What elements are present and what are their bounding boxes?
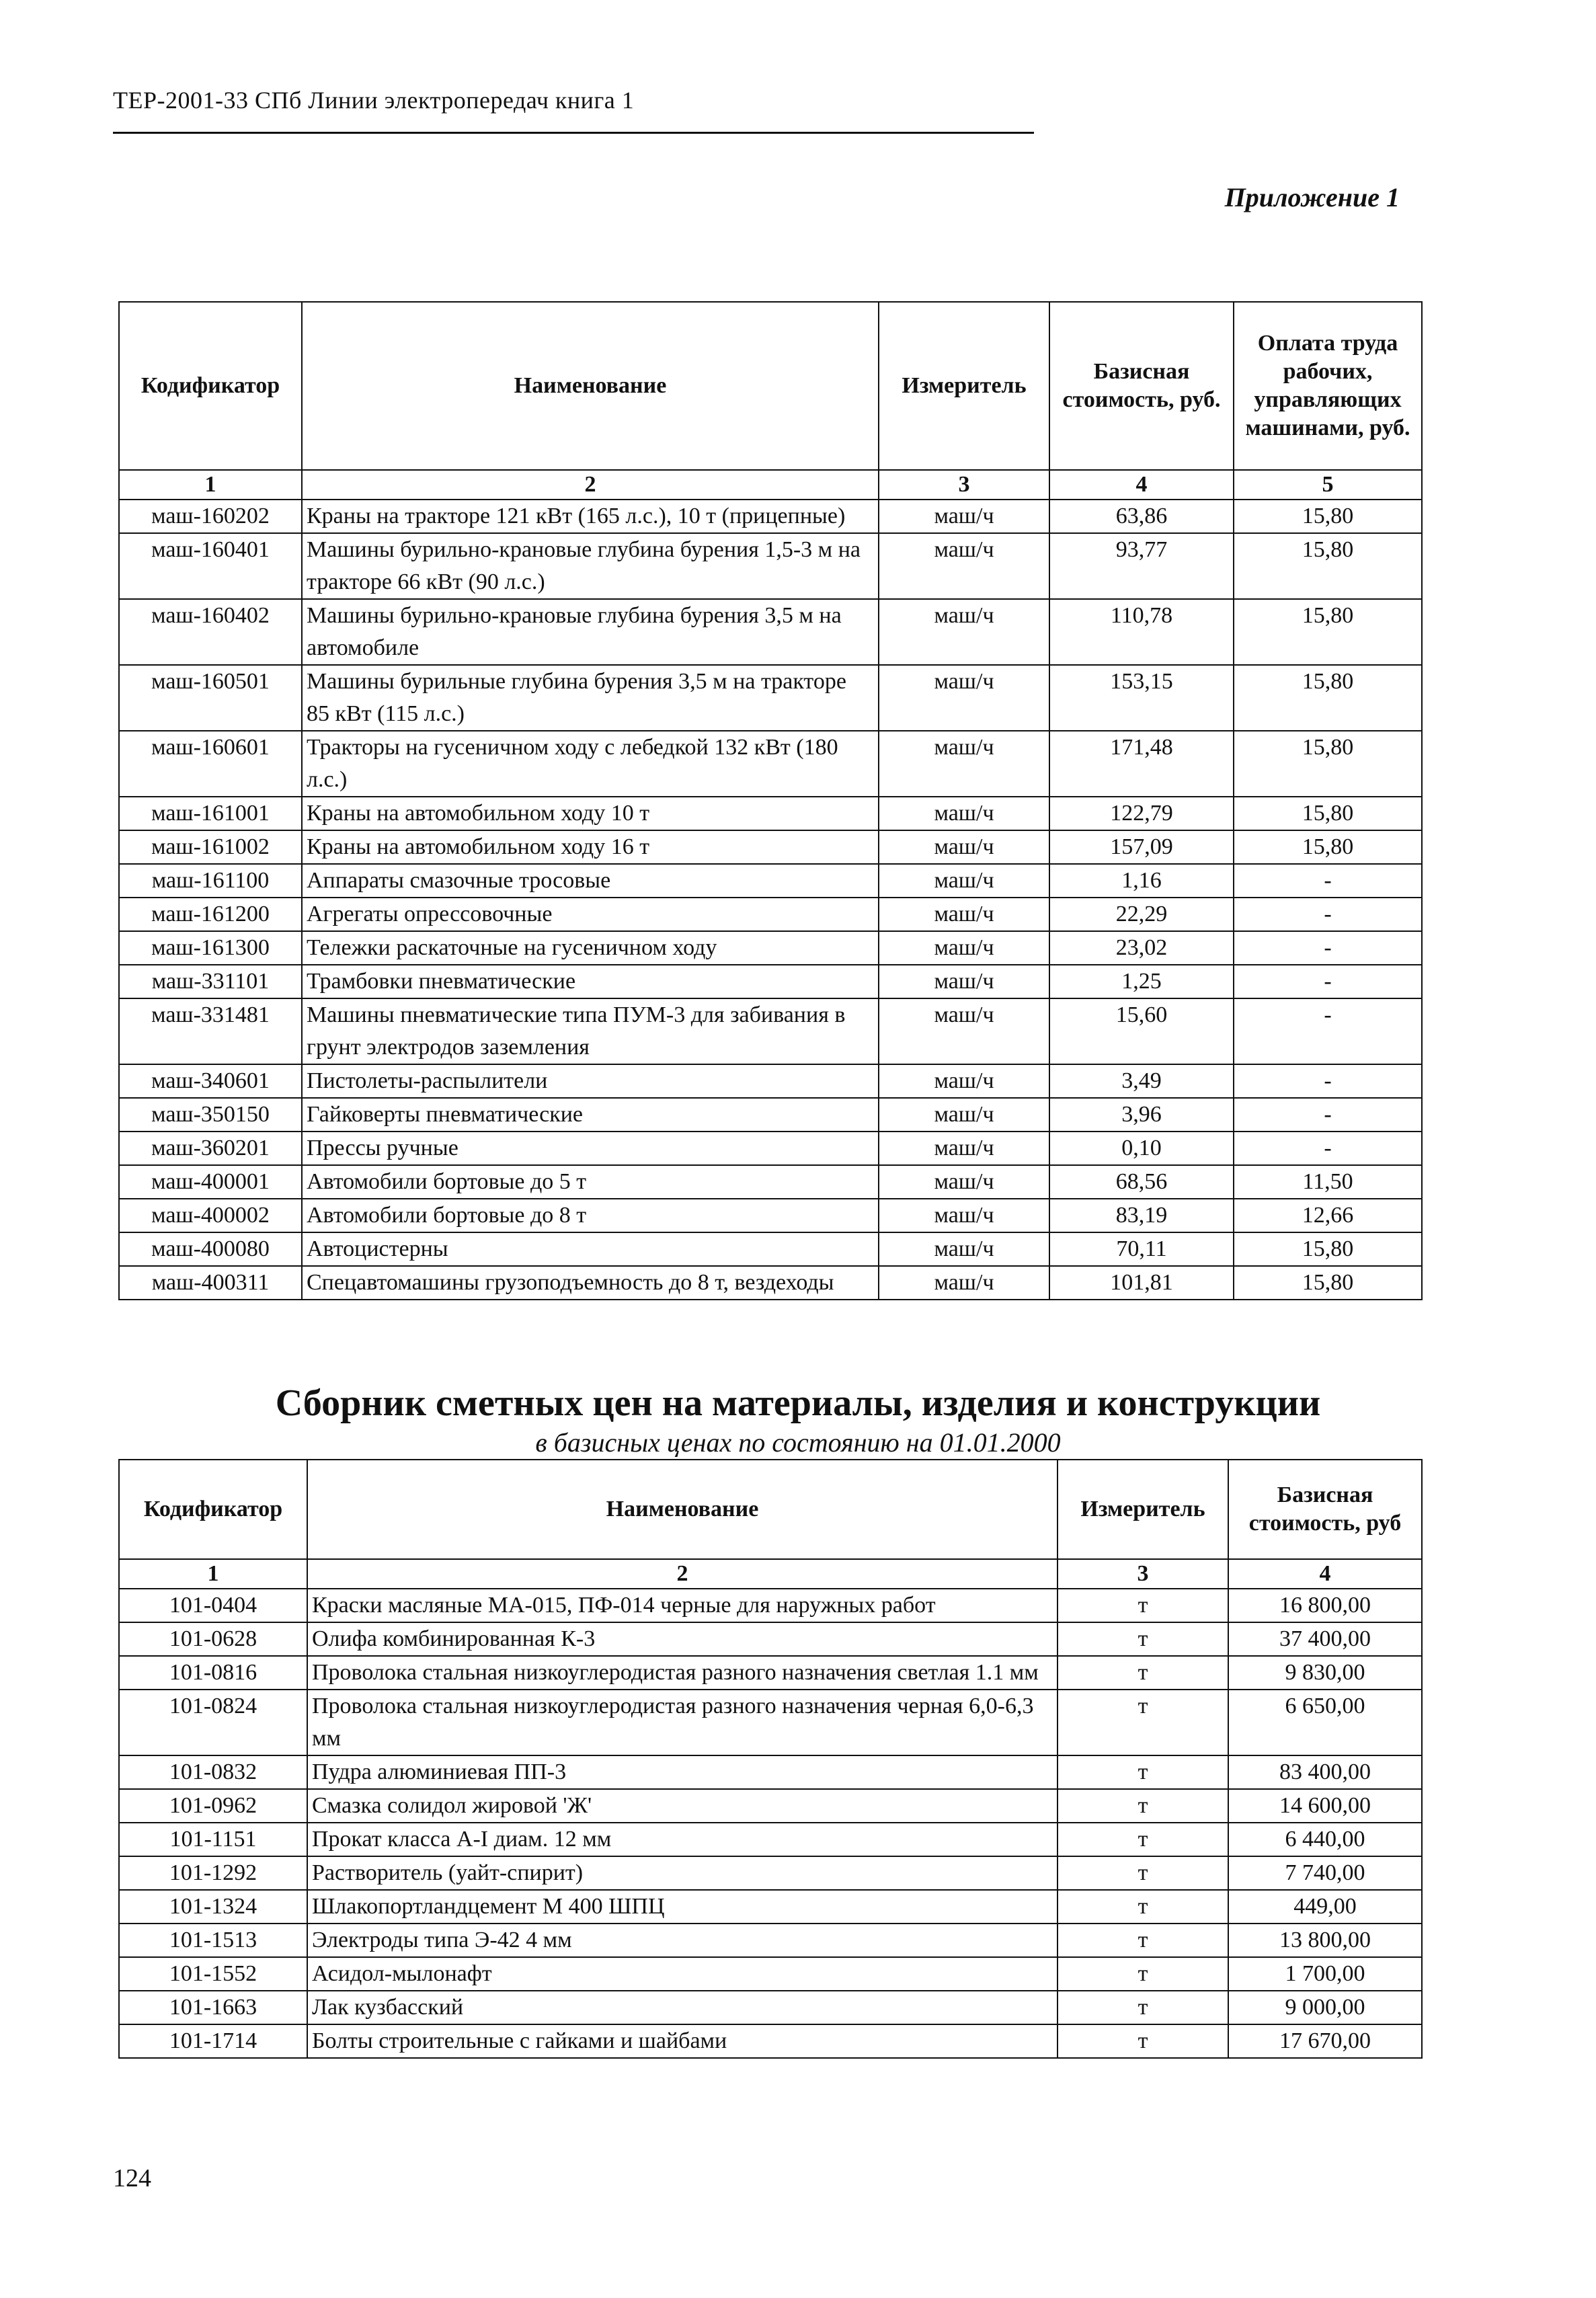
code-cell: маш-161200	[119, 898, 302, 931]
unit-cell: маш/ч	[879, 599, 1049, 665]
table-row	[119, 533, 1422, 599]
code-cell: маш-400002	[119, 1199, 302, 1232]
code-cell: 101-0962	[119, 1789, 307, 1823]
unit-cell: маш/ч	[879, 898, 1049, 931]
table-row	[119, 830, 1422, 864]
name-cell: Электроды типа Э-42 4 мм	[307, 1924, 1058, 1957]
name-cell: Тележки раскаточные на гусеничном ходу	[302, 931, 879, 965]
unit-cell: маш/ч	[879, 1098, 1049, 1132]
table-row	[119, 1755, 1422, 1789]
unit-cell: т	[1058, 1856, 1228, 1890]
cost-cell: 6 440,00	[1228, 1823, 1422, 1856]
wage-cell: 15,80	[1234, 533, 1422, 599]
cost-cell: 22,29	[1049, 898, 1234, 931]
column-header: Измеритель	[879, 302, 1049, 470]
cost-cell: 1 700,00	[1228, 1957, 1422, 1991]
column-number: 5	[1234, 470, 1422, 500]
column-header: Кодификатор	[119, 302, 302, 470]
table-row	[119, 500, 1422, 533]
column-number: 2	[307, 1559, 1058, 1589]
name-cell: Шлакопортландцемент М 400 ШПЦ	[307, 1890, 1058, 1924]
cost-cell: 1,16	[1049, 864, 1234, 898]
wage-cell: 15,80	[1234, 797, 1422, 830]
code-cell: 101-0404	[119, 1589, 307, 1622]
table-row	[119, 1098, 1422, 1132]
code-cell: 101-0832	[119, 1755, 307, 1789]
code-cell: 101-1714	[119, 2024, 307, 2058]
name-cell: Олифа комбинированная К-3	[307, 1622, 1058, 1656]
unit-cell: маш/ч	[879, 1064, 1049, 1098]
cost-cell: 1,25	[1049, 965, 1234, 998]
cost-cell: 3,96	[1049, 1098, 1234, 1132]
unit-cell: маш/ч	[879, 500, 1049, 533]
wage-cell: 15,80	[1234, 830, 1422, 864]
cost-cell: 83 400,00	[1228, 1755, 1422, 1789]
code-cell: 101-0628	[119, 1622, 307, 1656]
unit-cell: маш/ч	[879, 864, 1049, 898]
unit-cell: маш/ч	[879, 665, 1049, 731]
column-number: 1	[119, 1559, 307, 1589]
table-row	[119, 1856, 1422, 1890]
code-cell: маш-160501	[119, 665, 302, 731]
table-row	[119, 998, 1422, 1064]
cost-cell: 3,49	[1049, 1064, 1234, 1098]
name-cell: Прокат класса А-I диам. 12 мм	[307, 1823, 1058, 1856]
column-header: Наименование	[307, 1460, 1058, 1559]
column-header: Кодификатор	[119, 1460, 307, 1559]
machines-table-body	[119, 500, 1422, 1300]
code-cell: маш-400311	[119, 1266, 302, 1300]
table-row	[119, 965, 1422, 998]
table-row	[119, 665, 1422, 731]
unit-cell: т	[1058, 1755, 1228, 1789]
code-cell: маш-400001	[119, 1165, 302, 1199]
cost-cell: 0,10	[1049, 1132, 1234, 1165]
unit-cell: маш/ч	[879, 1199, 1049, 1232]
table-row	[119, 1656, 1422, 1690]
name-cell: Тракторы на гусеничном ходу с лебедкой 132 кВт (180 л.с.)	[302, 731, 879, 797]
code-cell: маш-161100	[119, 864, 302, 898]
table-row	[119, 898, 1422, 931]
table-row	[119, 731, 1422, 797]
wage-cell: 12,66	[1234, 1199, 1422, 1232]
cost-cell: 16 800,00	[1228, 1589, 1422, 1622]
table-row	[119, 1589, 1422, 1622]
page-number: 124	[113, 2164, 151, 2192]
column-header: Наименование	[302, 302, 879, 470]
column-header: Базисная стоимость, руб.	[1049, 302, 1234, 470]
code-cell: 101-0816	[119, 1656, 307, 1690]
unit-cell: т	[1058, 1789, 1228, 1823]
column-number: 3	[1058, 1559, 1228, 1589]
unit-cell: маш/ч	[879, 1266, 1049, 1300]
wage-cell: -	[1234, 864, 1422, 898]
wage-cell: 15,80	[1234, 500, 1422, 533]
name-cell: Гайковерты пневматические	[302, 1098, 879, 1132]
wage-cell: 15,80	[1234, 1232, 1422, 1266]
name-cell: Прессы ручные	[302, 1132, 879, 1165]
code-cell: 101-1552	[119, 1957, 307, 1991]
wage-cell: -	[1234, 998, 1422, 1064]
name-cell: Лак кузбасский	[307, 1991, 1058, 2024]
unit-cell: т	[1058, 1924, 1228, 1957]
name-cell: Машины пневматические типа ПУМ-3 для забивания в грунт электродов заземления	[302, 998, 879, 1064]
code-cell: 101-1292	[119, 1856, 307, 1890]
name-cell: Проволока стальная низкоуглеродистая разного назначения черная 6,0-6,3 мм	[307, 1690, 1058, 1755]
wage-cell: -	[1234, 1132, 1422, 1165]
cost-cell: 17 670,00	[1228, 2024, 1422, 2058]
table-row	[119, 931, 1422, 965]
wage-cell: -	[1234, 898, 1422, 931]
unit-cell: маш/ч	[879, 931, 1049, 965]
column-number: 4	[1049, 470, 1234, 500]
name-cell: Аппараты смазочные тросовые	[302, 864, 879, 898]
code-cell: маш-331481	[119, 998, 302, 1064]
materials-title: Сборник сметных цен на материалы, изделия и конструкции	[275, 1382, 1321, 1424]
unit-cell: т	[1058, 1690, 1228, 1755]
code-cell: маш-350150	[119, 1098, 302, 1132]
materials-subtitle: в базисных ценах по состоянию на 01.01.2000	[535, 1427, 1061, 1458]
cost-cell: 83,19	[1049, 1199, 1234, 1232]
name-cell: Асидол-мылонафт	[307, 1957, 1058, 1991]
name-cell: Пистолеты-распылители	[302, 1064, 879, 1098]
name-cell: Автомобили бортовые до 8 т	[302, 1199, 879, 1232]
table-row	[119, 1232, 1422, 1266]
table-row	[119, 1690, 1422, 1755]
cost-cell: 93,77	[1049, 533, 1234, 599]
cost-cell: 110,78	[1049, 599, 1234, 665]
name-cell: Автоцистерны	[302, 1232, 879, 1266]
column-number: 2	[302, 470, 879, 500]
name-cell: Машины бурильно-крановые глубина бурения 1,5-3 м на тракторе 66 кВт (90 л.с.)	[302, 533, 879, 599]
appendix-label: Приложение 1	[1224, 182, 1400, 212]
table-row	[119, 1890, 1422, 1924]
cost-cell: 68,56	[1049, 1165, 1234, 1199]
cost-cell: 101,81	[1049, 1266, 1234, 1300]
column-header: Базисная стоимость, руб	[1228, 1460, 1422, 1559]
table-row	[119, 599, 1422, 665]
code-cell: маш-160402	[119, 599, 302, 665]
header-rule	[113, 132, 1034, 134]
unit-cell: т	[1058, 1957, 1228, 1991]
code-cell: маш-161300	[119, 931, 302, 965]
wage-cell: 15,80	[1234, 599, 1422, 665]
table-row	[119, 1957, 1422, 1991]
code-cell: маш-400080	[119, 1232, 302, 1266]
name-cell: Автомобили бортовые до 5 т	[302, 1165, 879, 1199]
code-cell: маш-360201	[119, 1132, 302, 1165]
table-row	[119, 1991, 1422, 2024]
name-cell: Пудра алюминиевая ПП-3	[307, 1755, 1058, 1789]
materials-table	[118, 1459, 1423, 2059]
cost-cell: 122,79	[1049, 797, 1234, 830]
code-cell: 101-1513	[119, 1924, 307, 1957]
unit-cell: маш/ч	[879, 1232, 1049, 1266]
name-cell: Болты строительные с гайками и шайбами	[307, 2024, 1058, 2058]
code-cell: 101-0824	[119, 1690, 307, 1755]
wage-cell: -	[1234, 1064, 1422, 1098]
cost-cell: 9 830,00	[1228, 1656, 1422, 1690]
unit-cell: т	[1058, 1890, 1228, 1924]
wage-cell: 15,80	[1234, 731, 1422, 797]
name-cell: Краны на автомобильном ходу 10 т	[302, 797, 879, 830]
table-row	[119, 1789, 1422, 1823]
wage-cell: 15,80	[1234, 665, 1422, 731]
column-number: 1	[119, 470, 302, 500]
table-row	[119, 797, 1422, 830]
unit-cell: маш/ч	[879, 1132, 1049, 1165]
cost-cell: 157,09	[1049, 830, 1234, 864]
wage-cell: -	[1234, 1098, 1422, 1132]
column-number: 3	[879, 470, 1049, 500]
unit-cell: т	[1058, 1622, 1228, 1656]
table-row	[119, 1064, 1422, 1098]
materials-table-body	[119, 1589, 1422, 2058]
code-cell: маш-161001	[119, 797, 302, 830]
unit-cell: т	[1058, 1991, 1228, 2024]
machines-table	[118, 301, 1423, 1300]
wage-cell: 15,80	[1234, 1266, 1422, 1300]
code-cell: маш-160401	[119, 533, 302, 599]
unit-cell: маш/ч	[879, 533, 1049, 599]
column-header: Измеритель	[1058, 1460, 1228, 1559]
cost-cell: 9 000,00	[1228, 1991, 1422, 2024]
wage-cell: -	[1234, 965, 1422, 998]
code-cell: 101-1324	[119, 1890, 307, 1924]
code-cell: 101-1663	[119, 1991, 307, 2024]
table-row	[119, 1165, 1422, 1199]
wage-cell: 11,50	[1234, 1165, 1422, 1199]
cost-cell: 449,00	[1228, 1890, 1422, 1924]
cost-cell: 37 400,00	[1228, 1622, 1422, 1656]
unit-cell: т	[1058, 1589, 1228, 1622]
cost-cell: 7 740,00	[1228, 1856, 1422, 1890]
name-cell: Смазка солидол жировой 'Ж'	[307, 1789, 1058, 1823]
table-row	[119, 1823, 1422, 1856]
name-cell: Машины бурильные глубина бурения 3,5 м на тракторе 85 кВт (115 л.с.)	[302, 665, 879, 731]
code-cell: 101-1151	[119, 1823, 307, 1856]
cost-cell: 23,02	[1049, 931, 1234, 965]
name-cell: Краски масляные МА-015, ПФ-014 черные для наружных работ	[307, 1589, 1058, 1622]
name-cell: Машины бурильно-крановые глубина бурения 3,5 м на автомобиле	[302, 599, 879, 665]
unit-cell: т	[1058, 1823, 1228, 1856]
cost-cell: 63,86	[1049, 500, 1234, 533]
table-row	[119, 2024, 1422, 2058]
cost-cell: 14 600,00	[1228, 1789, 1422, 1823]
name-cell: Проволока стальная низкоуглеродистая разного назначения светлая 1.1 мм	[307, 1656, 1058, 1690]
cost-cell: 171,48	[1049, 731, 1234, 797]
code-cell: маш-160601	[119, 731, 302, 797]
column-header: Оплата труда рабочих, управляющих машинами, руб.	[1234, 302, 1422, 470]
code-cell: маш-160202	[119, 500, 302, 533]
unit-cell: т	[1058, 1656, 1228, 1690]
column-number: 4	[1228, 1559, 1422, 1589]
wage-cell: -	[1234, 931, 1422, 965]
cost-cell: 6 650,00	[1228, 1690, 1422, 1755]
table-row	[119, 1199, 1422, 1232]
name-cell: Спецавтомашины грузоподъемность до 8 т, вездеходы	[302, 1266, 879, 1300]
cost-cell: 153,15	[1049, 665, 1234, 731]
code-cell: маш-340601	[119, 1064, 302, 1098]
unit-cell: маш/ч	[879, 998, 1049, 1064]
unit-cell: маш/ч	[879, 1165, 1049, 1199]
cost-cell: 15,60	[1049, 998, 1234, 1064]
table-row	[119, 1622, 1422, 1656]
code-cell: маш-331101	[119, 965, 302, 998]
name-cell: Растворитель (уайт-спирит)	[307, 1856, 1058, 1890]
unit-cell: маш/ч	[879, 797, 1049, 830]
name-cell: Краны на тракторе 121 кВт (165 л.с.), 10 т (прицепные)	[302, 500, 879, 533]
unit-cell: т	[1058, 2024, 1228, 2058]
cost-cell: 13 800,00	[1228, 1924, 1422, 1957]
table-row	[119, 1266, 1422, 1300]
name-cell: Трамбовки пневматические	[302, 965, 879, 998]
table-row	[119, 864, 1422, 898]
unit-cell: маш/ч	[879, 965, 1049, 998]
name-cell: Агрегаты опрессовочные	[302, 898, 879, 931]
table-row	[119, 1924, 1422, 1957]
cost-cell: 70,11	[1049, 1232, 1234, 1266]
document-header: ТЕР-2001-33 СПб Линии электропередач книга 1	[113, 87, 635, 114]
table-row	[119, 1132, 1422, 1165]
name-cell: Краны на автомобильном ходу 16 т	[302, 830, 879, 864]
code-cell: маш-161002	[119, 830, 302, 864]
unit-cell: маш/ч	[879, 731, 1049, 797]
unit-cell: маш/ч	[879, 830, 1049, 864]
